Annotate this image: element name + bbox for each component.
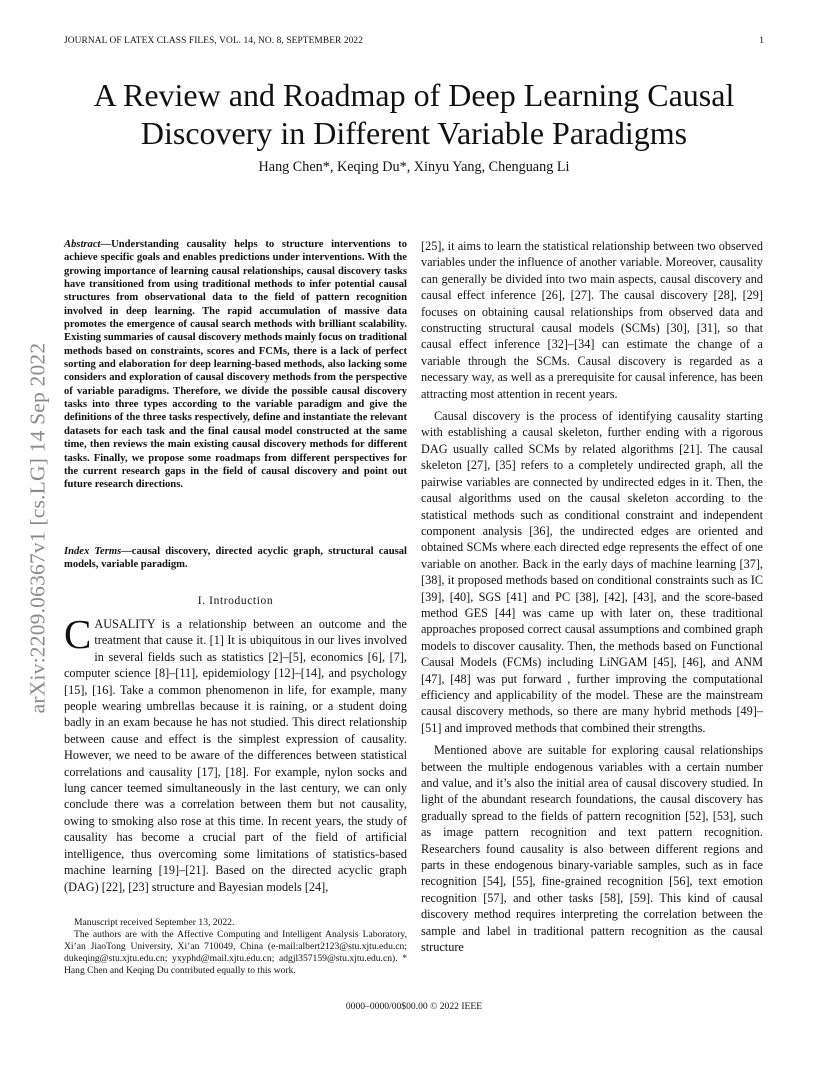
copyright-footer: 0000–0000/00$00.00 © 2022 IEEE — [345, 1001, 483, 1012]
right-paragraph-3: Mentioned above are suitable for exploring causal relationships between the multiple endogenous variables with a certain number and value, and it’s also the initial area of causal discovery studied. In light of the abundant research foundations, the causal discovery has gradually spread to the fields of pattern recognition [52], [53], such as image pattern recognition and text pattern recognition. Researchers found causality is also between different regions and parts in these endogenous binary-variable samples, such as in face recognition [54], [55], fine-grained recognition [56], text emotion recognition [57], and other tasks [58], [59]. This kind of causal discovery method requires interpreting the correlation between the sample and label in traditional pattern recognition as the causal structure — [421, 743, 763, 955]
author-list: Hang Chen*, Keqing Du*, Xinyu Yang, Chenguang Li — [258, 159, 570, 175]
running-header — [64, 36, 764, 46]
page-number: 1 — [759, 36, 764, 46]
right-paragraph-2: Causal discovery is the process of identifying causality starting with establishing a causal skeleton, further ending with a rigorous DAG usually called SCMs by related algorithms [21]. The causal skeleton [27], [35] refers to a completely undirected graph, all the pairwise variables are connected by undirected edges in it. Then, the causal algorithms used on the causal skeleton according to the statistical methods such as conditional constraint and independent component analysis [36], the undirected edges are oriented and obtained SCMs where each directed edge represents the effect of one variable on another. Back in the early days of machine learning [37], [38], it proposed methods based on conditional constraints such as IC [39], [40], SGS [41] and PC [38], [42], [43], and the score-based method GES [44] was came up with later on, these traditional approaches proposed correct causal assumptions and combined graph models to discover causality. Then, the methods based on Functional Causal Models (FCMs) including LiNGAM [45], [46], and ANM [47], [48] was put forward , further improving the computational efficiency and applicability of the model. These are the mainstream causal discovery methods, so there are many hybrid methods [49]–[51] and improved methods that combined their strengths. — [421, 409, 763, 735]
drop-cap: C — [64, 611, 92, 657]
paper-title: A Review and Roadmap of Deep Learning Causal Discovery in Different Variable Paradigms — [93, 77, 735, 151]
footnote-affiliation: The authors are with the Affective Computing and Intelligent Analysis Laboratory, Xi’an JiaoTong University, Xi’an 710049, China (e-mail:albert2123@stu.xjtu.edu.cn; dukeqing@stu.xjtu.edu.cn; yxyphd@mail.xjtu.edu.cn; adgjl357159@stu.xjtu.edu.cn). * Hang Chen and Keqing Du contributed equally to this work. — [64, 929, 407, 977]
footnote-received: Manuscript received September 13, 2022. — [74, 917, 235, 928]
intro-text: AUSALITY is a relationship between an outcome and the treatment that cause it. [1] It is ubiquitous in our lives involved in several fields such as statistics [2]–[5], economics [6], [7], computer science [8]–[11], epidemiology [12]–[14], and psychology [15], [16]. Take a common phenomenon in life, for example, many people wearing umbrellas because it is raining, or a student doing badly in an exam because he has not studied. This direct relationship between cause and effect is the simplest expression of causality. However, we need to be aware of the differences between statistical correlations and causality [17], [18]. For example, nylon socks and lung cancer teemed simultaneously in the last century, we can only conclude there was a correlation between them but not causality, owing to smoking also rose at this time. In recent years, the study of causality has become a crucial part of the field of artificial intelligence, thus overcoming some limitations of statistics-based machine learning [19]–[21]. Based on the directed acyclic graph (DAG) [22], [23] structure and Bayesian models [24], — [64, 617, 407, 894]
right-paragraph-1: [25], it aims to learn the statistical relationship between two observed variables under the influence of another variable. Moreover, causality can generally be divided into two main aspects, causal discovery and causal effect inference [26], [27]. The causal discovery [28], [29] focuses on obtaining causal relationships from observed data and constructing structural causal models (SCMs) [30], [31], so that causal effect inference [32]–[34] can estimate the change of a variable through the SCMs. Causal discovery is regarded as a necessary way, as well as a prerequisite for causal inference, has been attracting most attention in recent years. — [421, 239, 763, 401]
index-terms-label: Index Terms — [64, 546, 122, 557]
footnote — [64, 917, 407, 977]
right-column — [421, 238, 763, 955]
arxiv-id: arXiv:2209.06367v1 [cs.LG] 14 Sep 2022 — [25, 342, 50, 714]
abstract-label: Abstract — [64, 239, 101, 250]
journal-title: JOURNAL OF LATEX CLASS FILES, VOL. 14, NO. 8, SEPTEMBER 2022 — [64, 36, 363, 46]
section-heading: I. Introduction — [197, 595, 274, 607]
abstract — [64, 238, 407, 492]
intro-paragraph — [64, 611, 407, 895]
index-terms — [64, 545, 407, 572]
arxiv-stamp[interactable] — [18, 288, 58, 768]
index-terms-text: —causal discovery, directed acyclic graph, structural causal models, variable paradigm. — [64, 546, 407, 571]
abstract-text: —Understanding causality helps to structure interventions to achieve specific goals and enables predictions under interventions. With the growing importance of learning causal relationships, causal discovery tasks have transitioned from using traditional methods to infer potential causal structures from observational data to the field of pattern recognition involved in deep learning. The rapid accumulation of massive data promotes the emergence of causal search methods with brilliant scalability. Existing summaries of causal discovery methods mainly focus on traditional methods based on constraints, scores and FCMs, there is a lack of perfect sorting and elaboration for deep learning-based methods, also lacking some considers and exploration of causal discovery methods from the perspective of variable paradigms. Therefore, we divide the possible causal discovery tasks into three types according to the variable paradigm and give the definitions of the three tasks respectively, define and instantiate the relevant datasets for each task and the final causal model constructed at the same time, then reviews the main existing causal discovery methods for different tasks. Finally, we propose some roadmaps from different perspectives for the current research gaps in the field of causal discovery and point out future research directions. — [64, 239, 407, 491]
